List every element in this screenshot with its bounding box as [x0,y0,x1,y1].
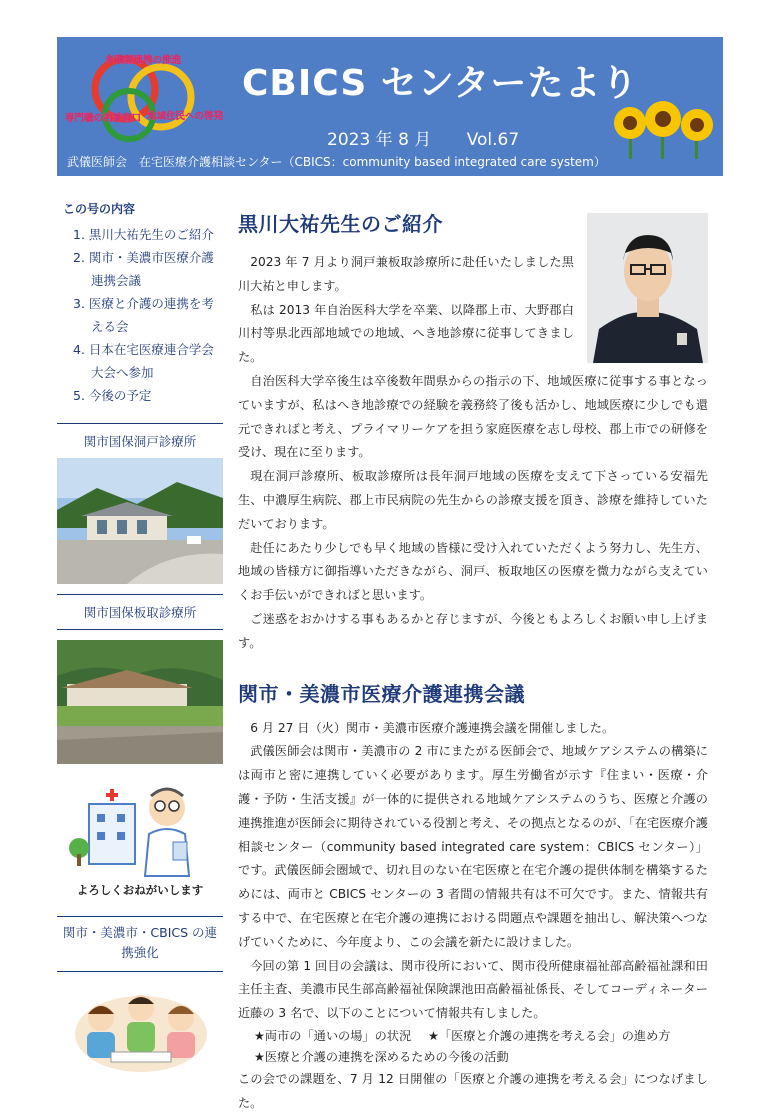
newsletter-title: CBICS センターたより [242,63,639,104]
itadori-clinic-photo [57,640,223,764]
article-1-para-3: 自治医科大学卒後生は卒後数年間県からの指示の下、地域医療に従事する事となっていますが、私はへき地診療での経験を義務終了後も活かし、地域医療に少しでも還元できればと考え、プライマリーケアを担う家庭医療を志し母校、郡上市での研修を受け、現在に至ります。 [238,373,708,460]
sunflower-icon [609,97,719,159]
article-1-para-5: 赴任にあたり少しでも早く地域の皆様に受け入れていただくよう努力し、先生方、地域の皆様方に御指導いただきながら、洞戸、板取地区の医療を微力ながら支えていくお手伝いができればと思います。 [238,540,708,603]
logo-label-1: 多職種連携の推進 [104,55,182,66]
toc-item-2: 2. 関市・美濃市医療介護連携会議 [73,250,214,288]
article-2-para-1: 6 月 27 日（火）関市・美濃市医療介護連携会議を開催しました。 [250,720,615,735]
doctor-hospital-illustration [71,780,211,880]
bullet-kayoi-no-ba: ★両市の「通いの場」の状況 [254,1028,412,1043]
horado-clinic-photo [57,458,223,584]
issue-info [327,125,549,150]
cbics-logo [63,43,223,143]
article-2-para-2: 武儀医師会は関市・美濃市の 2 市にまたがる医師会で、地域ケアシステムの構築には両市と密に連携していく必要があります。厚生労働省が示す『住まい・医療・介護・予防・生活支援』が一体的に提供される地域ケアシステムのうち、医療と介護の連携推進が医師会に期待されている役割と考え、その拠点となるのが、「在宅医療介護相談センター（community based integrated care system：CBICS センター）」です。武儀医師会圏域で、切れ目のない在宅医療と在宅介護の提供体制を構築するためには、両市と CBICS センターの 3 者間の情報共有は不可欠です。また、情報共有する中で、在宅医療と在宅介護の連携における問題点や課題を抽出し、解決策へつなげていくために、今年度より、この会議を新たに設けました。 [238,744,708,949]
toc-heading: この号の内容 [63,202,136,216]
article-2-closing: この会での課題を、7 月 12 日開催の「医療と介護の連携を考える会」につなげました。 [238,1071,708,1110]
organization-subtitle: 武儀医師会 在宅医療介護相談センター（CBICS：community based integrated care system） [67,155,606,169]
article-kurokawa [238,208,708,656]
bullet-future-activities: ★医療と介護の連携を深めるための今後の活動 [254,1049,509,1064]
article-1-para-1: 2023 年 7 月より洞戸兼板取診療所に赴任いたしました黒川大祐と申します。 [238,255,574,293]
article-1-para-2: 私は 2013 年自治医科大学を卒業、以降郡上市、大野郡白川村等県北西部地域での地域、へき地診療に従事してきました。 [238,302,574,365]
main-content [238,208,708,1116]
caption-collaboration: 関市・美濃市・CBICS の連携強化 [57,917,223,972]
issue-date: 2023 年 8 月 [327,130,432,150]
article-meeting [238,678,708,1116]
header-banner [57,37,723,176]
issue-volume: Vol.67 [466,130,520,150]
article-2-para-3: 今回の第 1 回目の会議は、関市役所において、関市役所健康福祉部高齢福祉課和田主任主査、美濃市民生部高齢福祉保険課池田高齢福祉係長、そしてコーディネーター近藤の 3 名で、以下のことについて情報共有しました。 [238,958,708,1021]
toc-item-3: 3. 医療と介護の連携を考える会 [73,296,214,334]
logo-label-3: 地域住民への啓発 [146,111,224,122]
caption-horado-clinic: 関市国保洞戸診療所 [83,434,197,449]
bullet-kangaeru-kai: ★「医療と介護の連携を考える会」の進め方 [428,1028,671,1043]
article-1-title: 黒川大祐先生のご紹介 [238,212,443,236]
toc-item-5: 5. 今後の予定 [73,388,152,403]
greeting-text: よろしくおねがいします [76,883,204,897]
logo-label-2: 専門職の相談窓口 [64,113,142,124]
article-1-para-4: 現在洞戸診療所、板取診療所は長年洞戸地域の医療を支えて下さっている安福先生、中濃厚生病院、郡上市民病院の先生からの診療支援を頂き、診療を維持していただいております。 [238,469,708,531]
toc-item-1: 1. 黒川大祐先生のご紹介 [73,227,214,242]
table-of-contents [57,223,223,407]
article-1-para-6: ご迷惑をおかけする事もあるかと存じますが、今後ともよろしくお願い申し上げます。 [238,611,708,650]
sidebar [57,200,223,1074]
caption-itadori-clinic: 関市国保板取診療所 [57,595,223,630]
meeting-people-illustration [71,978,211,1074]
article-2-title: 関市・美濃市医療介護連携会議 [238,681,525,706]
toc-item-4: 4. 日本在宅医療連合学会大会へ参加 [73,342,214,380]
